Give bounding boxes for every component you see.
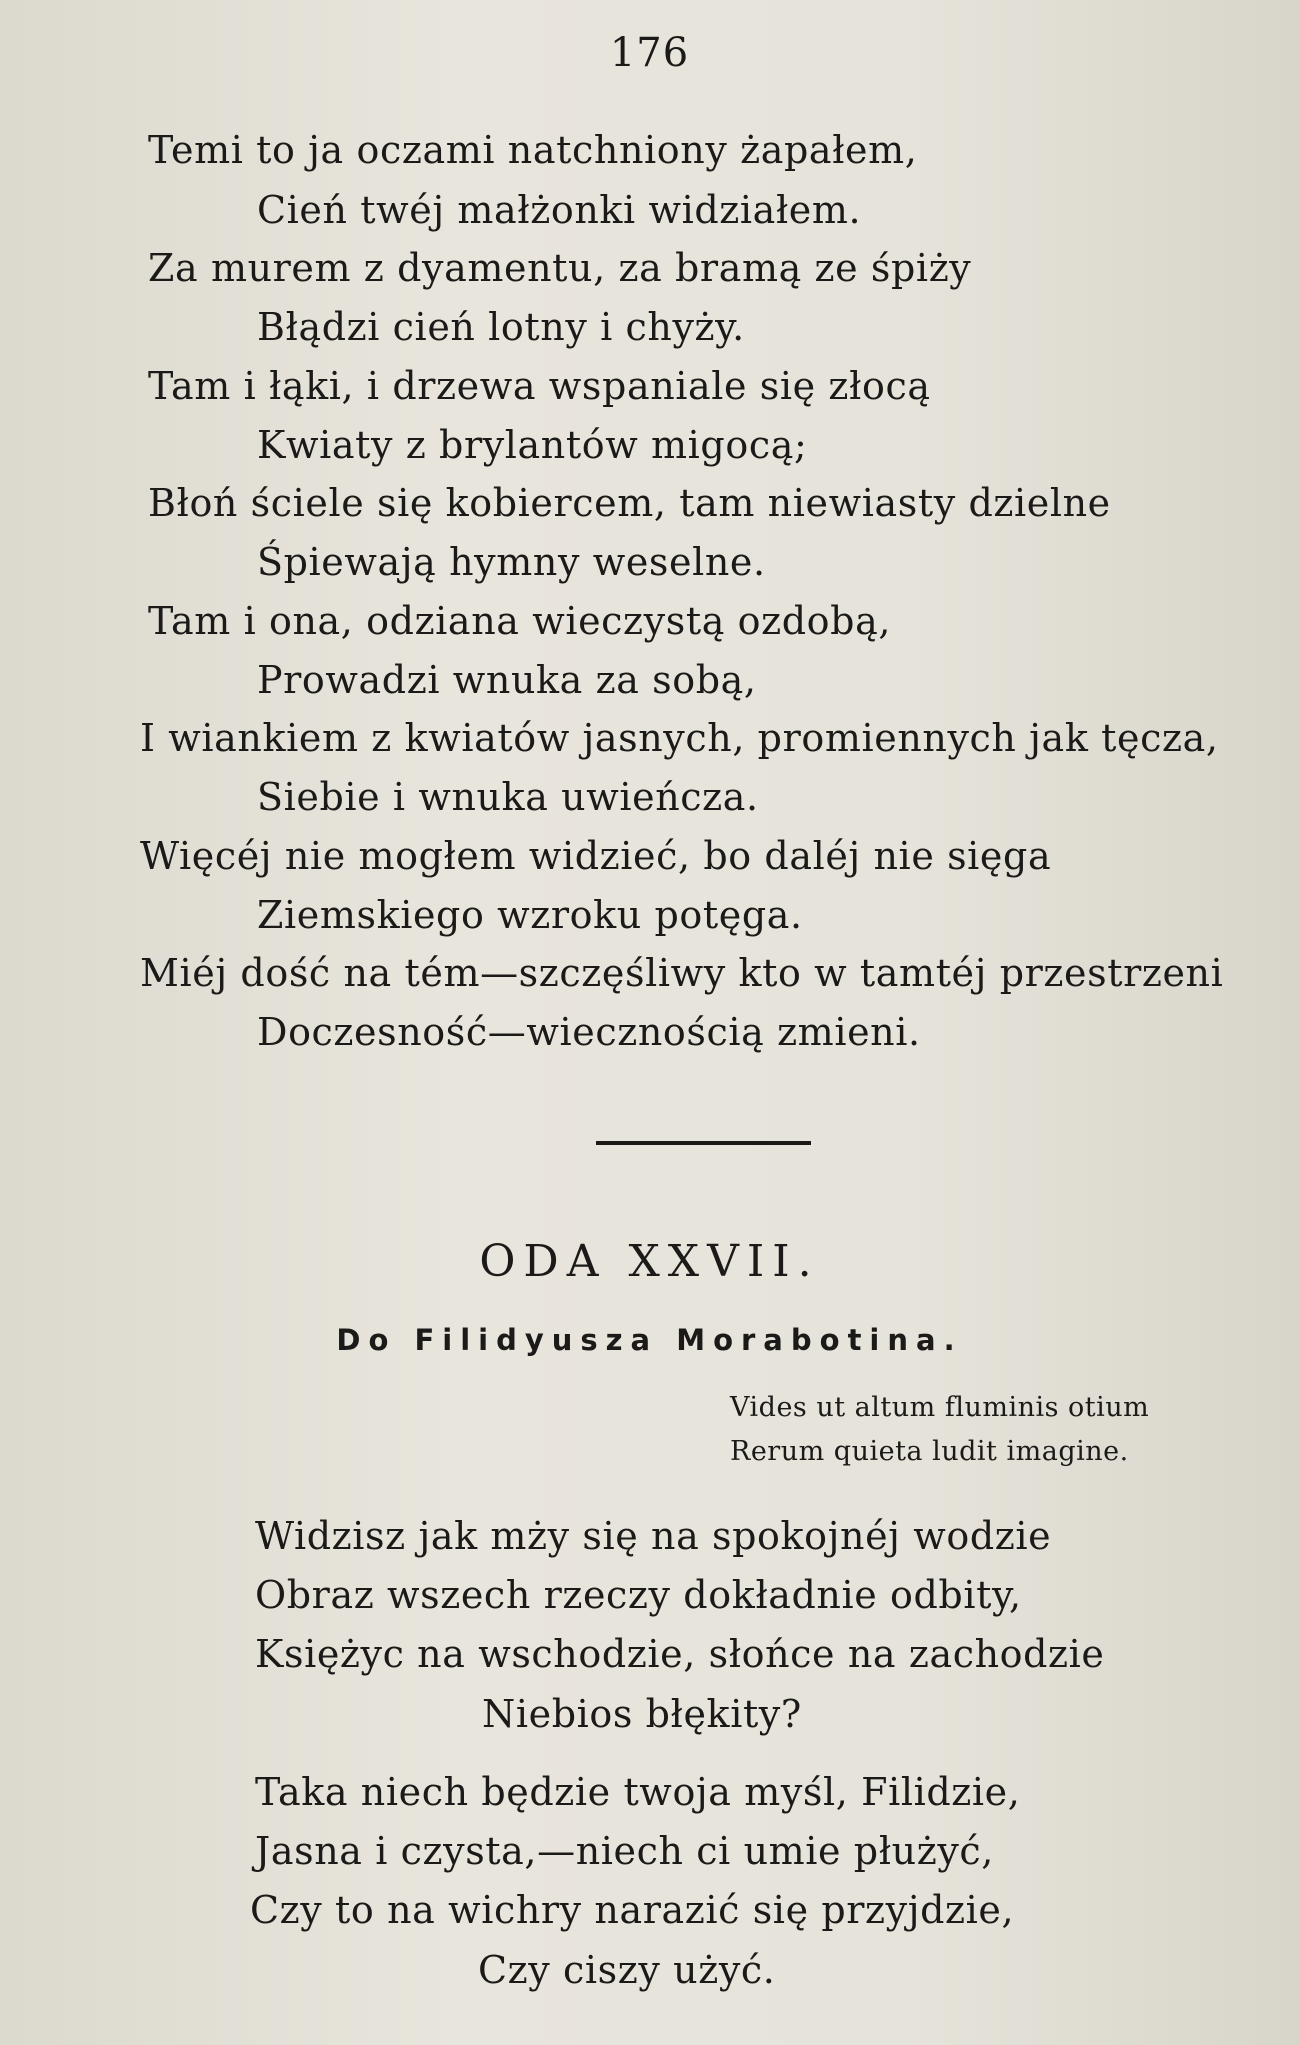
stanza-line: Jasna i czysta,—niech ci umie płużyć, [255, 1829, 994, 1873]
stanza-line: Czy to na wichry narazić się przyjdzie, [250, 1888, 1015, 1932]
ode-dedication: Do Filidyusza Morabotina. [336, 1323, 963, 1357]
poem-line: Miéj dość na tém—szczęśliwy kto w tamtéj przestrzeni [140, 951, 1224, 995]
poem-line: Temi to ja oczami natchniony żapałem, [148, 128, 918, 172]
section-divider [596, 1141, 811, 1145]
stanza-line: Księżyc na wschodzie, słońce na zachodzie [255, 1632, 1105, 1676]
poem-line: Za murem z dyamentu, za bramą ze śpiży [148, 246, 972, 290]
epigraph-line: Vides ut altum fluminis otium [730, 1392, 1150, 1423]
poem-line: Więcéj nie mogłem widzieć, bo daléj nie sięga [140, 834, 1052, 878]
stanza-line: Czy ciszy użyć. [478, 1948, 776, 1992]
poem-line: I wiankiem z kwiatów jasnych, promiennych jak tęcza, [140, 716, 1219, 760]
poem-line: Cień twéj małżonki widziałem. [257, 188, 862, 232]
stanza-line: Niebios błękity? [482, 1692, 802, 1736]
ode-title: ODA XXVII. [479, 1236, 820, 1287]
poem-line: Tam i ona, odziana wieczystą ozdobą, [148, 599, 892, 643]
stanza-line: Widzisz jak mży się na spokojnéj wodzie [255, 1514, 1052, 1558]
poem-line: Błądzi cień lotny i chyży. [257, 305, 745, 349]
epigraph-line: Rerum quieta ludit imagine. [730, 1436, 1129, 1467]
poem-line: Ziemskiego wzroku potęga. [257, 893, 803, 937]
poem-line: Kwiaty z brylantów migocą; [257, 423, 808, 467]
poem-line: Śpiewają hymny weselne. [257, 540, 766, 584]
page-number: 176 [609, 30, 690, 76]
poem-line: Tam i łąki, i drzewa wspaniale się złocą [148, 364, 931, 408]
poem-line: Błoń ściele się kobiercem, tam niewiasty dzielne [148, 481, 1111, 525]
poem-line: Doczesność—wiecznością zmieni. [257, 1010, 921, 1054]
stanza-line: Obraz wszech rzeczy dokładnie odbity, [255, 1573, 1022, 1617]
poem-line: Prowadzi wnuka za sobą, [257, 658, 757, 702]
stanza-line: Taka niech będzie twoja myśl, Filidzie, [255, 1770, 1021, 1814]
poem-line: Siebie i wnuka uwieńcza. [257, 775, 759, 819]
